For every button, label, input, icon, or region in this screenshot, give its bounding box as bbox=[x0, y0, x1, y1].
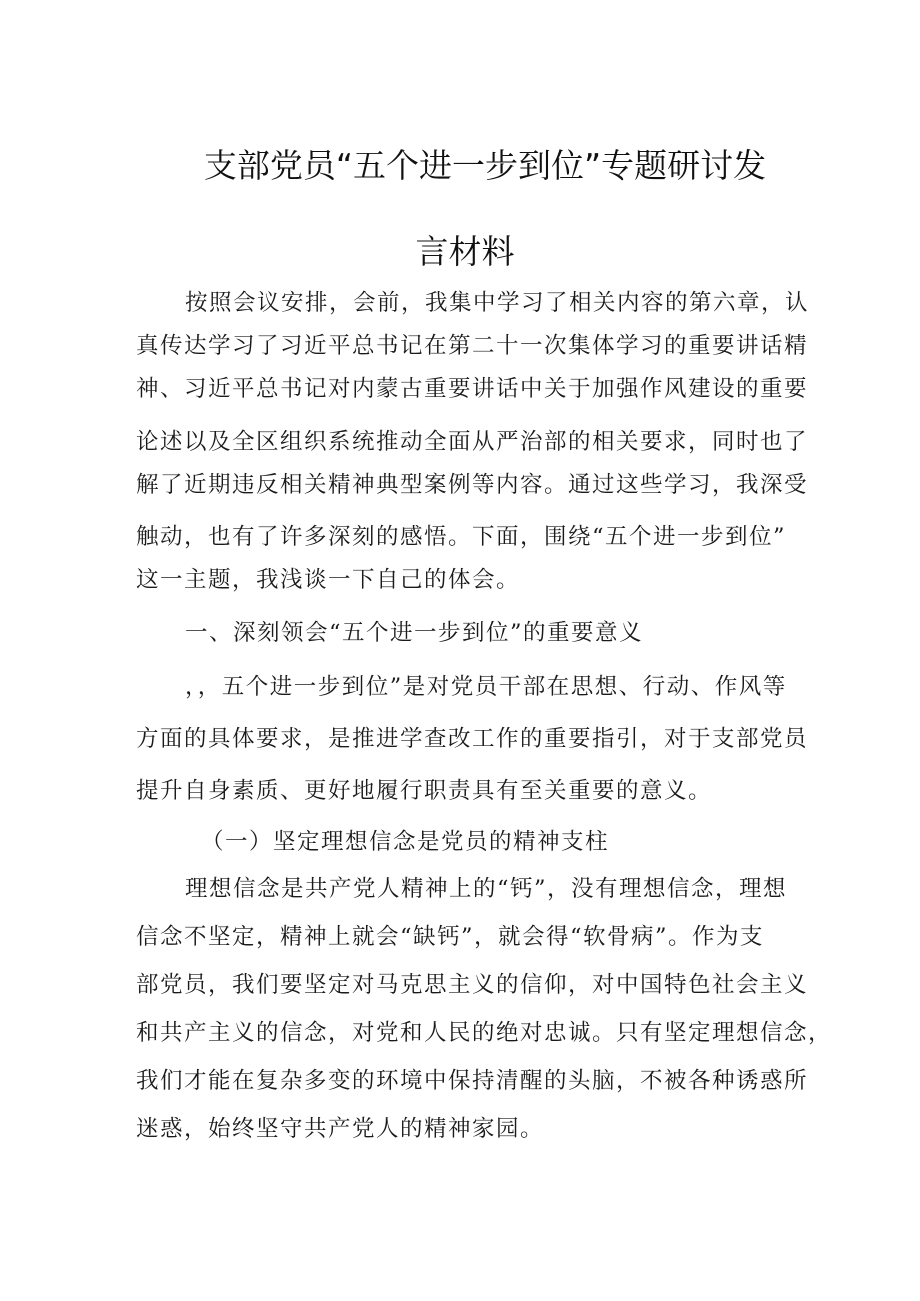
paragraph-line: 理想信念是共产党人精神上的“钙”，没有理想信念，理想 bbox=[185, 876, 788, 902]
paragraph-line: 提升自身素质、更好地履行职责具有至关重要的意义。 bbox=[136, 778, 713, 804]
paragraph-line: 方面的具体要求，是推进学查改工作的重要指引，对于支部党员 bbox=[136, 726, 809, 752]
subsection-heading: （一）坚定理想信念是党员的精神支柱 bbox=[201, 829, 610, 855]
section-heading: 一、深刻领会“五个进一步到位”的重要意义 bbox=[185, 620, 644, 646]
document-title-line-2: 言材料 bbox=[415, 232, 515, 271]
paragraph-line: 部党员，我们要坚定对马克思主义的信仰，对中国特色社会主义 bbox=[136, 972, 809, 998]
paragraph-line: 触动，也有了许多深刻的感悟。下面，围绕“五个进一步到位” bbox=[136, 524, 787, 550]
paragraph-line: 解了近期违反相关精神典型案例等内容。通过这些学习，我深受 bbox=[136, 472, 809, 498]
paragraph-line: 神、习近平总书记对内蒙古重要讲话中关于加强作风建设的重要 bbox=[136, 376, 809, 402]
paragraph-line: 真传达学习了习近平总书记在第二十一次集体学习的重要讲话精 bbox=[136, 333, 809, 359]
paragraph-line: 论述以及全区组织系统推动全面从严治部的相关要求，同时也了 bbox=[136, 429, 809, 455]
paragraph-line: 信念不坚定，精神上就会“缺钙”，就会得“软骨病”。作为支 bbox=[136, 924, 765, 950]
paragraph-line: ，，五个进一步到位”是对党员干部在思想、行动、作风等 bbox=[185, 674, 787, 700]
document-title-line-1: 支部党员“五个进一步到位”专题研讨发 bbox=[203, 146, 767, 185]
paragraph-line: 迷惑，始终坚守共产党人的精神家园。 bbox=[136, 1116, 545, 1142]
paragraph-line: 和共产主义的信念，对党和人民的绝对忠诚。只有坚定理想信念， bbox=[136, 1020, 833, 1046]
paragraph-line: 按照会议安排，会前，我集中学习了相关内容的第六章，认 bbox=[185, 290, 810, 316]
paragraph-line: 这一主题，我浅谈一下自己的体会。 bbox=[136, 567, 521, 593]
paragraph-line: 我们才能在复杂多变的环境中保持清醒的头脑，不被各种诱惑所 bbox=[136, 1068, 809, 1094]
